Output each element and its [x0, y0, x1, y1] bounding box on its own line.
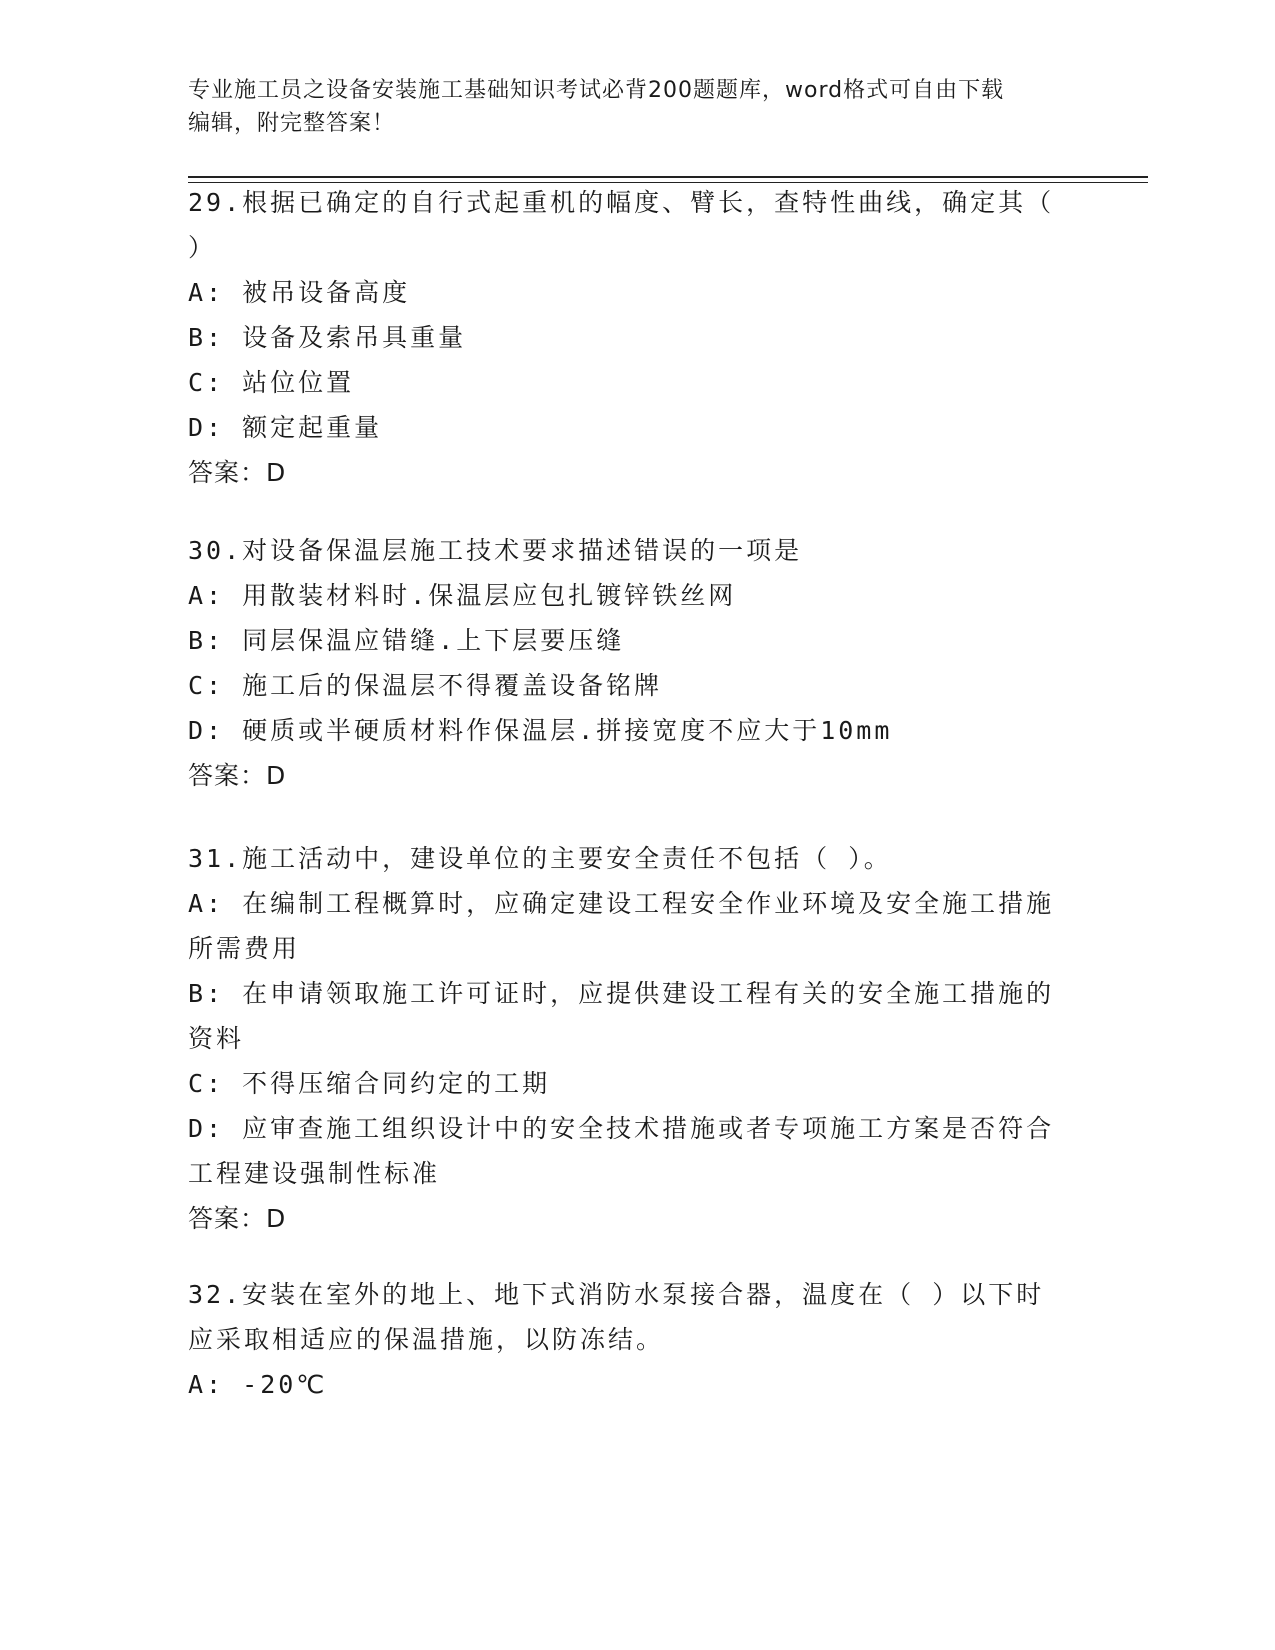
option-a: A: 在编制工程概算时，应确定建设工程安全作业环境及安全施工措施: [188, 889, 1055, 918]
question-text: 应采取相适应的保温措施，以防冻结。: [188, 1325, 665, 1354]
option-a-continued: 所需费用: [188, 934, 301, 963]
option-a: A: 被吊设备高度: [188, 278, 411, 307]
question-text: 30.对设备保温层施工技术要求描述错误的一项是: [188, 536, 803, 565]
question-32: [188, 1272, 1088, 1407]
document-header: [188, 74, 1088, 140]
question-text: 32.安装在室外的地上、地下式消防水泵接合器，温度在（ ）以下时: [188, 1280, 1045, 1309]
option-a: A: -20℃: [188, 1370, 328, 1399]
option-d: D: 硬质或半硬质材料作保温层.拼接宽度不应大于10mm: [188, 716, 893, 745]
option-b: B: 设备及索吊具重量: [188, 323, 467, 352]
question-29: [188, 180, 1088, 495]
header-divider-thick: [188, 176, 1148, 178]
option-c: C: 站位位置: [188, 368, 355, 397]
option-d: D: 应审查施工组织设计中的安全技术措施或者专项施工方案是否符合: [188, 1114, 1055, 1143]
question-text: 29.根据已确定的自行式起重机的幅度、臂长，查特性曲线，确定其（: [188, 188, 1055, 217]
option-a: A: 用散装材料时.保温层应包扎镀锌铁丝网: [188, 581, 737, 610]
option-d-continued: 工程建设强制性标准: [188, 1159, 441, 1188]
option-b: B: 同层保温应错缝.上下层要压缝: [188, 626, 625, 655]
option-b: B: 在申请领取施工许可证时，应提供建设工程有关的安全施工措施的: [188, 979, 1055, 1008]
answer: 答案：D: [188, 761, 287, 790]
option-b-continued: 资料: [188, 1024, 245, 1053]
option-c: C: 施工后的保温层不得覆盖设备铭牌: [188, 671, 663, 700]
header-line-2: 编辑，附完整答案！: [188, 111, 396, 136]
question-text: ）: [188, 233, 217, 262]
option-d: D: 额定起重量: [188, 413, 383, 442]
question-31: [188, 836, 1088, 1241]
question-30: [188, 528, 1088, 798]
answer: 答案：D: [188, 458, 287, 487]
option-c: C: 不得压缩合同约定的工期: [188, 1069, 551, 1098]
header-line-1: 专业施工员之设备安装施工基础知识考试必背200题题库，word格式可自由下载: [188, 78, 1005, 103]
answer: 答案：D: [188, 1204, 287, 1233]
question-text: 31.施工活动中，建设单位的主要安全责任不包括（ ）。: [188, 844, 892, 873]
